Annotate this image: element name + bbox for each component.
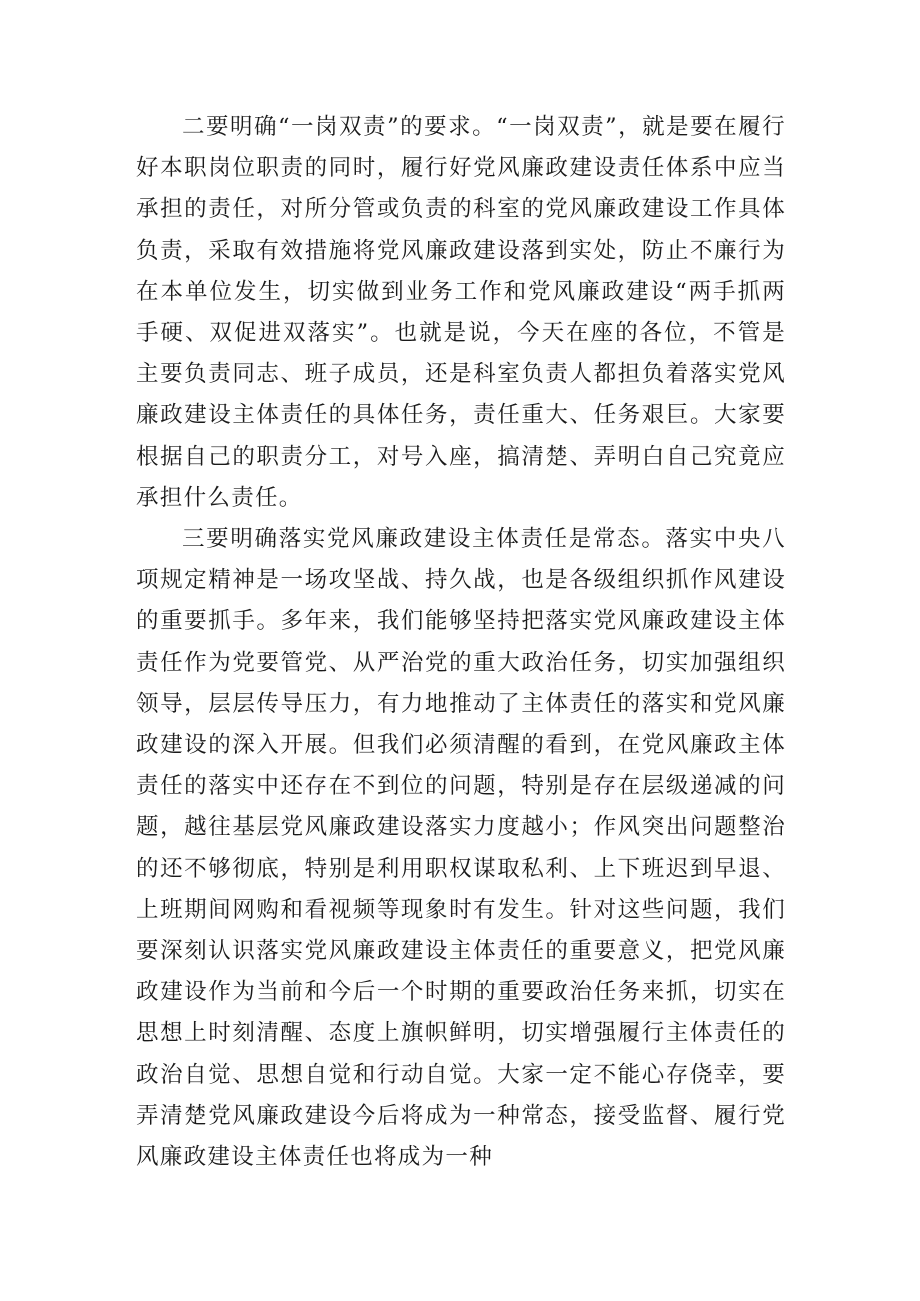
paragraph-changtai: 三要明确落实党风廉政建设主体责任是常态。落实中央八项规定精神是一场攻坚战、持久战，也是各级组织抓作风建设的重要抓手。多年来，我们能够坚持把落实党风廉政建设主体责任作为党要管党、从严治党的重大政治任务，切实加强组织领导，层层传导压力，有力地推动了主体责任的落实和党风廉政建设的深入开展。但我们必须清醒的看到，在党风廉政主体责任的落实中还存在不到位的问题，特别是存在层级递减的问题，越往基层党风廉政建设落实力度越小；作风突出问题整治的还不够彻底，特别是利用职权谋取私利、上下班迟到早退、上班期间网购和看视频等现象时有发生。针对这些问题，我们要深刻认识落实党风廉政建设主体责任的重要意义，把党风廉政建设作为当前和今后一个时期的重要政治任务来抓，切实在思想上时刻清醒、态度上旗帜鲜明，切实增强履行主体责任的政治自觉、思想自觉和行动自觉。大家一定不能心存侥幸，要弄清楚党风廉政建设今后将成为一种常态，接受监督、履行党风廉政建设主体责任也将成为一种	[136, 526, 786, 1171]
paragraph-yigang-shuangze: 二要明确“一岗双责”的要求。“一岗双责”，就是要在履行好本职岗位职责的同时，履行好党风廉政建设责任体系中应当承担的责任，对所分管或负责的科室的党风廉政建设工作具体负责，采取有效措施将党风廉政建设落到实处，防止不廉行为在本单位发生，切实做到业务工作和党风廉政建设“两手抓两手硬、双促进双落实”。也就是说，今天在座的各位，不管是主要负责同志、班子成员，还是科室负责人都担负着落实党风廉政建设主体责任的具体任务，责任重大、任务艰巨。大家要根据自己的职责分工，对号入座，搞清楚、弄明白自己究竟应承担什么责任。	[136, 114, 786, 511]
document-body	[136, 107, 786, 1178]
